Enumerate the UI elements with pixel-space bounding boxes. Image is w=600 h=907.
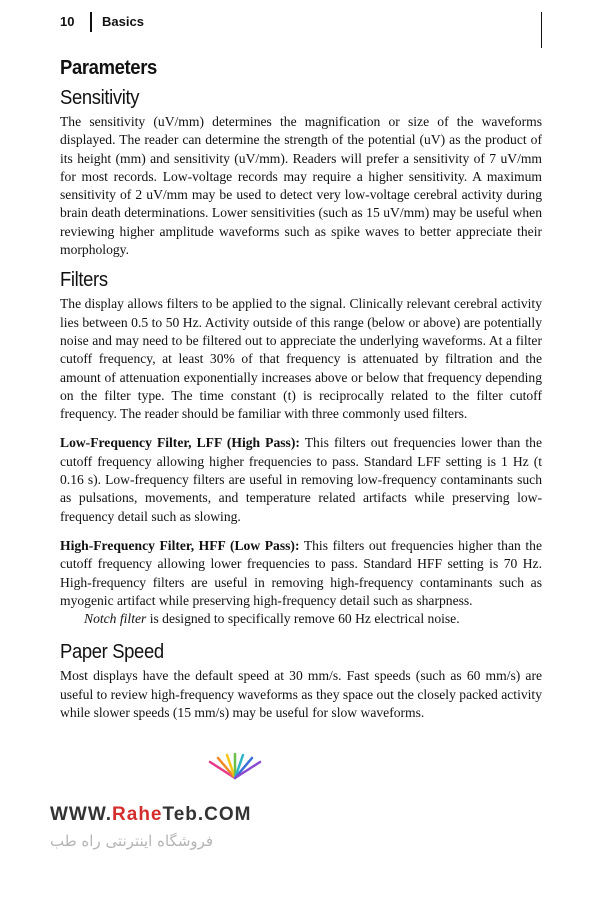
sensitivity-heading: Sensitivity [60,86,140,109]
page-body [60,56,542,722]
book-logo-icon [180,752,290,782]
filters-heading: Filters [60,268,108,292]
paper-speed-paragraph: Most displays have the default speed at 30 mm/s. Fast speeds (such as 60 mm/s) are useful to review high-frequency waveforms as they space out the closely packed activity while slower speeds (15 mm/s) may be useful for slow waveforms. [60,668,542,721]
header-edge-rule [541,12,543,48]
watermark-url-accent: Rahe [112,804,163,825]
lff-text: This filters out frequencies lower than the cutoff frequency allowing higher frequencies to pass. Standard LFF setting is 1 Hz (t 0.16 s). Low-frequency filters are useful in removing low-frequency contaminants such as pulsations, movements, and temperature related artifacts while preserving low-frequency detail such as slowing. [60,435,542,524]
paper-speed-heading: Paper Speed [60,640,164,664]
lff-paragraph [60,434,542,525]
hff-paragraph [60,537,542,610]
section-title: Parameters [60,56,157,79]
filters-intro-paragraph: The display allows filters to be applied to the signal. Clinically relevant cerebral activity lies between 0.5 to 50 Hz. Activity outside of this range (below or above) are potentially noise and may need to be filtered out to appreciate the underlying waveforms. At a filter cutoff frequency, at least 30% of that frequency is attenuated by filtration and the amount of attenuation exponentially increases above or below that frequency depending on the filter type. The time constant (t) is reciprocally related to the filter cutoff frequency. The reader should be familiar with three commonly used filters. [60,296,542,422]
watermark-url-suffix: Teb.COM [162,804,252,825]
notch-term: Notch filter [84,611,147,627]
notch-paragraph [60,610,542,628]
hff-term: High-Frequency Filter, HFF (Low Pass): [60,537,300,553]
header-divider [90,12,92,32]
lff-term: Low-Frequency Filter, LFF (High Pass): [60,435,300,451]
watermark-url-prefix: WWW. [50,804,113,825]
running-header [60,12,542,34]
hff-text: This filters out frequencies higher than the cutoff frequency allowing lower frequencies to pass. Standard HFF setting is 70 Hz. High-frequency filters are useful in removing high-frequency contaminants such as myogenic artifact while preserving high-frequency detail such as sharpness. [60,537,542,608]
watermark-persian-text: فروشگاه اینترنتی راه طب [50,832,214,850]
running-title: Basics [102,14,144,29]
site-watermark [50,752,570,882]
notch-text: is designed to specifically remove 60 Hz electrical noise. [146,611,460,627]
watermark-url [50,804,251,826]
page-number: 10 [60,14,75,29]
sensitivity-paragraph: The sensitivity (uV/mm) determines the magnification or size of the waveforms displayed. The reader can determine the strength of the potential (uV) as the product of its height (mm) and sensitivity (uV/mm). Readers will prefer a sensitivity of 7 uV/mm for most records. Low-voltage records may require a higher sensitivity. A maximum sensitivity of 2 uV/mm may be used to detect very low-voltage cerebral activity during brain death determinations. Lower sensitivities (such as 15 uV/mm) may be useful when reviewing higher amplitude waveforms such as spike waves to better appreciate their morphology. [60,114,542,258]
